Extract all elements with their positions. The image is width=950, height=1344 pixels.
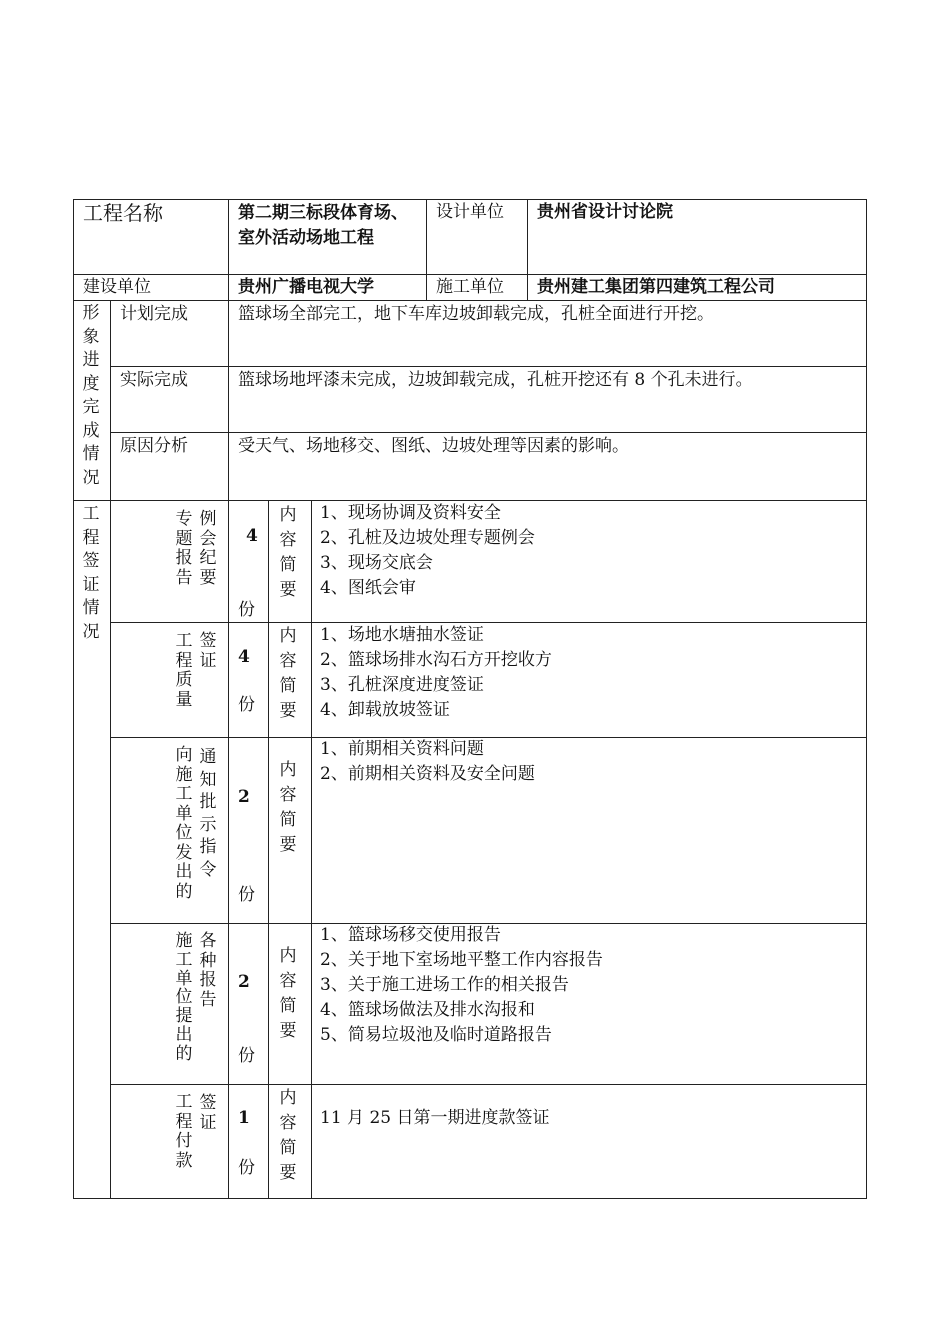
list-item: 11 月 25 日第一期进度款签证 [320,1108,550,1128]
visa-content-label: 内容简要 [279,505,297,600]
visa-count: 1 [238,1108,250,1128]
list-item: 1、篮球场移交使用报告 [320,925,501,945]
list-item: 1、场地水塘抽水签证 [320,625,484,645]
col-divider [426,199,427,300]
visa-items [320,737,535,787]
visa-section-label: 工程签证情况 [82,504,100,642]
visa-items [320,623,552,723]
actual-label: 实际完成 [120,370,188,390]
project-name-label: 工程名称 [83,201,163,225]
visa-content-label: 内容简要 [279,946,297,1041]
list-item: 2、篮球场排水沟石方开挖收方 [320,650,552,670]
visa-category-b: 签证 [199,1093,217,1133]
row-divider [110,1084,867,1085]
col-divider [527,199,528,300]
list-item: 2、前期相关资料及安全问题 [320,764,535,784]
visa-items [320,501,535,601]
progress-section-label: 形象进度完成情况 [82,303,100,488]
visa-category-a: 专题报告 [175,509,193,588]
list-item: 3、孔桩深度进度签证 [320,675,484,695]
table-border-right [866,199,867,1199]
actual-text: 篮球场地坪漆未完成，边坡卸载完成，孔桩开挖还有 8 个孔未进行。 [238,370,753,390]
visa-category-a: 向施工单位发出的 [175,745,193,902]
plan-label: 计划完成 [120,304,188,324]
visa-category-a: 工程质量 [175,631,193,710]
list-item: 3、关于施工进场工作的相关报告 [320,975,569,995]
list-item: 4、卸载放坡签证 [320,700,450,720]
row-divider [110,432,867,433]
visa-unit: 份 [238,600,255,620]
visa-count: 2 [238,972,250,992]
visa-content-label: 内容简要 [279,760,297,855]
col-divider [110,300,111,1199]
design-unit-label: 设计单位 [436,202,504,222]
visa-category-b: 通知批示指令 [199,747,217,880]
list-item: 4、篮球场做法及排水沟报和 [320,1000,535,1020]
col-divider [228,300,229,1199]
design-unit-value: 贵州省设计讨论院 [537,202,673,222]
visa-count: 4 [246,526,258,546]
visa-count: 2 [238,787,250,807]
visa-count: 4 [238,647,250,667]
construct-unit-label: 施工单位 [436,277,504,297]
list-item: 1、现场协调及资料安全 [320,503,501,523]
list-item: 2、关于地下室场地平整工作内容报告 [320,950,603,970]
visa-category-a: 工程付款 [175,1092,193,1171]
visa-category-b: 各种报告 [199,931,217,1010]
visa-items [320,1106,549,1131]
col-divider [268,500,269,1199]
build-unit-value: 贵州广播电视大学 [238,277,374,297]
list-item: 4、图纸会审 [320,578,416,598]
construct-unit-value: 贵州建工集团第四建筑工程公司 [537,277,775,297]
visa-unit: 份 [238,1158,255,1178]
list-item: 3、现场交底会 [320,553,433,573]
table-border-left [73,199,74,1199]
visa-unit: 份 [238,885,255,905]
visa-unit: 份 [238,1046,255,1066]
visa-content-label: 内容简要 [279,626,297,721]
build-unit-label: 建设单位 [83,277,151,297]
visa-category-a: 施工单位提出的 [175,931,193,1064]
visa-category-b: 例会纪要 [199,509,217,588]
visa-content-label: 内容简要 [279,1088,297,1183]
visa-items [320,923,603,1048]
col-divider [311,500,312,1199]
visa-category-b: 签证 [199,631,217,671]
col-divider [228,199,229,300]
project-name-value: 第二期三标段体育场、室外活动场地工程 [238,203,408,248]
table-border-bottom [73,1198,867,1199]
list-item: 1、前期相关资料问题 [320,739,484,759]
row-divider [73,300,867,301]
list-item: 5、简易垃圾池及临时道路报告 [320,1025,552,1045]
list-item: 2、孔桩及边坡处理专题例会 [320,528,535,548]
plan-text: 篮球场全部完工，地下车库边坡卸载完成，孔桩全面进行开挖。 [238,304,714,324]
row-divider [110,366,867,367]
reason-label: 原因分析 [120,436,188,456]
visa-unit: 份 [238,695,255,715]
reason-text: 受天气、场地移交、图纸、边坡处理等因素的影响。 [238,436,629,456]
